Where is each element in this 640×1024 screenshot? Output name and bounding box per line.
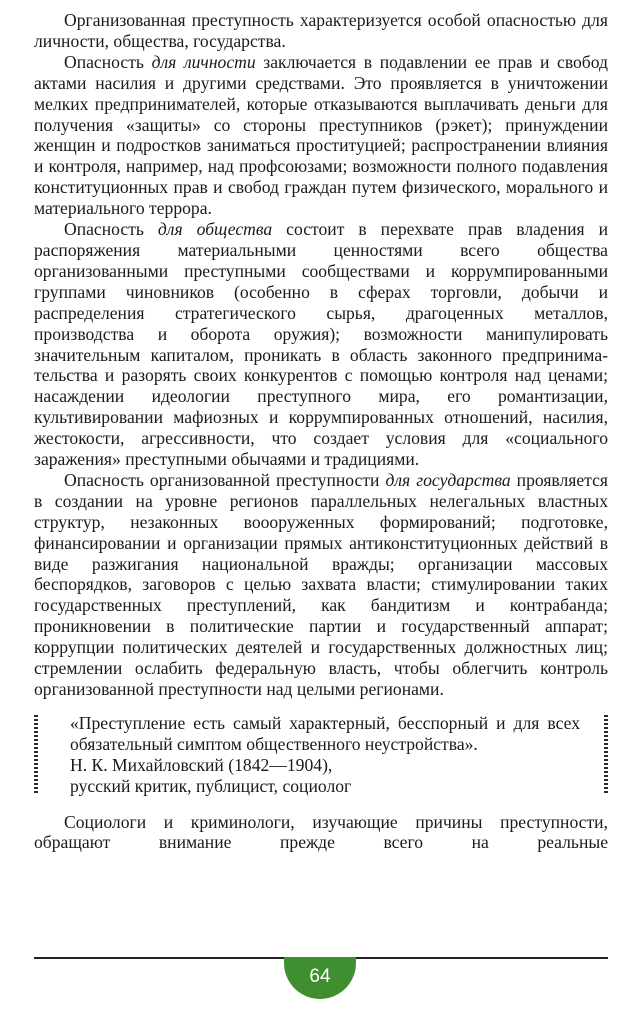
quote-text: «Преступление есть самый характерный, бесспорный и для всех обязательный симптом общественного неустройства». [70,712,580,754]
paragraph-danger-society-body: состоит в перехвате прав владения и распоряжения материальными ценностями всего общества организованными преступными сообществами и коррумпированными группами чиновников (особенно в сферах торговли, добычи и распределения стратегического сырья, драгоценных металлов, производства и оборота оружия); возможности манипулировать значительным капиталом, проникать в область законного предпринимательства и разорять своих конкурентов с помощью контроля над ценами; насаждении идеологии преступного мира, его романтизации, культивировании мафиозных и коррумпированных отношений, насилия, жестокости, агрессивности, что создает условия для «социального заражения» преступными обычаями и традициями. [34,219,609,470]
quote-right-bar [604,715,608,795]
quote-block [34,711,608,803]
emphasis-for-society: для общества [157,219,273,240]
quote-author-role: русский критик, публицист, социолог [70,775,352,796]
quote-left-bar [34,715,38,795]
paragraph-danger-society-lead: Опасность [64,219,158,240]
paragraph-danger-personal [34,52,608,219]
paragraph-intro: Организованная преступность характеризуется особой опасностью для личности, общества, государства. [34,10,608,51]
page-number-badge: 64 [284,957,356,999]
paragraph-danger-state-body: проявляется в создании на уровне регионов параллельных нелегальных властных структур, незаконных воооруженных формирований; подготовке, финансировании и организации прямых антиконституционных действий в виде разжигания национальной вражды; организации массовых беспорядков, заговоров с целью захвата власти; стимулировании таких государственных преступлений, как бандитизм и контрабанда; проникновении в политические партии и государственный аппарат; коррупции политических деятелей и государственных должностных лиц; стремлении ослабить федеральную власть, чтобы облегчить контроль организованной преступности над целыми регионами. [34,469,608,699]
emphasis-for-personality: для личности [151,51,256,72]
paragraph-danger-state-lead: Опасность организованной преступности [64,469,386,490]
emphasis-for-state: для государства [385,469,511,490]
paragraph-danger-personal-lead: Опасность [64,51,152,72]
page-body [34,10,608,853]
quote-author: Н. К. Михайловский (1842—1904), [70,754,333,775]
paragraph-danger-state [34,470,608,700]
paragraph-sociologists: Социологи и криминологи, изучающие причины преступности, обращают внимание прежде всего на реальные [34,811,608,853]
paragraph-danger-society [34,219,608,470]
paragraph-danger-personal-body: заключается в подавлении ее прав и свобод актами насилия и другими средствами. Это проявляется в уничтожении мелких предпринимателей, которые отказываются выплачивать деньги для получения «защиты» со стороны преступников (рэкет); принуждении женщин и подростков заниматься проституцией; распространении влияния и контроля, например, над профсоюзами; возможности полного подавления конституционных прав и свобод граждан путем физического, морального и материального террора. [34,51,608,219]
